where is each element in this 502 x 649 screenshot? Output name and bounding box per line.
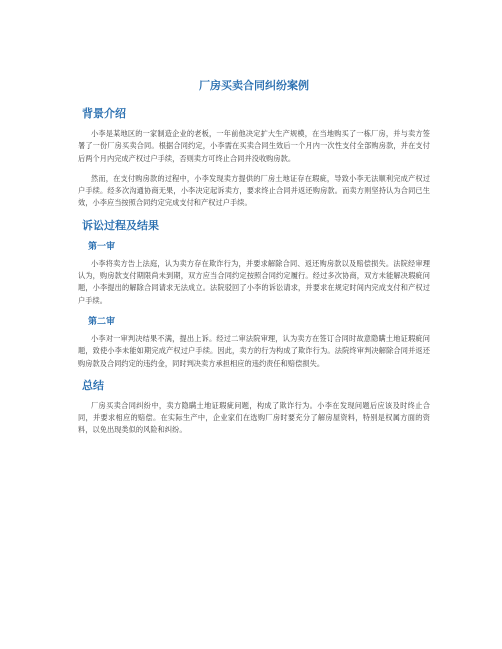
background-paragraph-2: 然而，在支付购房款的过程中，小李发现卖方提供的厂房土地证存在瑕疵，导致小李无法顺利完成产权过户手续。经多次沟通协商无果，小李决定起诉卖方，要求终止合同并返还购房款。而卖方则坚持认为合同已生效，小李应当按照合同约定完成支付和产权过户手续。 <box>78 173 430 208</box>
background-paragraph-1: 小李是某地区的一家制造企业的老板，一年前他决定扩大生产规模，在当地购买了一栋厂房，并与卖方签署了一份厂房买卖合同。根据合同约定，小李需在买卖合同生效后一个月内一次性支付全部购房款，并在支付后两个月内完成产权过户手续，否则卖方可终止合同并没收购房款。 <box>78 129 430 163</box>
section-heading-background: 背景介绍 <box>82 107 126 120</box>
summary-paragraph: 厂房买卖合同纠纷中，卖方隐瞒土地证瑕疵问题，构成了欺诈行为。小李在发现问题后应该及时终止合同，并要求相应的赔偿。在实际生产中，企业家们在选购厂房时要充分了解房屋资料，特别是权属方面的资料，以免出现类似的风险和纠纷。 <box>78 400 430 435</box>
section-heading-litigation: 诉讼过程及结果 <box>82 218 159 232</box>
subheading-first-instance: 第一审 <box>88 241 116 252</box>
document-body <box>78 78 430 445</box>
page-title: 厂房买卖合同纠纷案例 <box>199 79 309 92</box>
first-instance-paragraph: 小李将卖方告上法庭，认为卖方存在欺诈行为，并要求解除合同、返还购房款以及赔偿损失。法院经审理认为，购房款支付期限尚未到期，双方应当合同约定按照合同约定履行。经过多次协商，双方未能解决瑕疵问题，小李提出的解除合同请求无法成立。法院驳回了小李的诉讼请求，并要求在规定时间内完成支付和产权过户手续。 <box>78 258 430 305</box>
section-heading-summary: 总结 <box>82 378 104 392</box>
second-instance-paragraph: 小李对一审判决结果不满，提出上诉。经过二审法院审理，认为卖方在签订合同时故意隐瞒土地证瑕疵问题，致使小李未能如期完成产权过户手续。因此，卖方的行为构成了欺诈行为。法院终审判决解除合同并返还购房款及合同约定的违约金，同时判决卖方承担相应的违约责任和赔偿损失。 <box>78 333 430 368</box>
subheading-second-instance: 第二审 <box>88 316 116 327</box>
